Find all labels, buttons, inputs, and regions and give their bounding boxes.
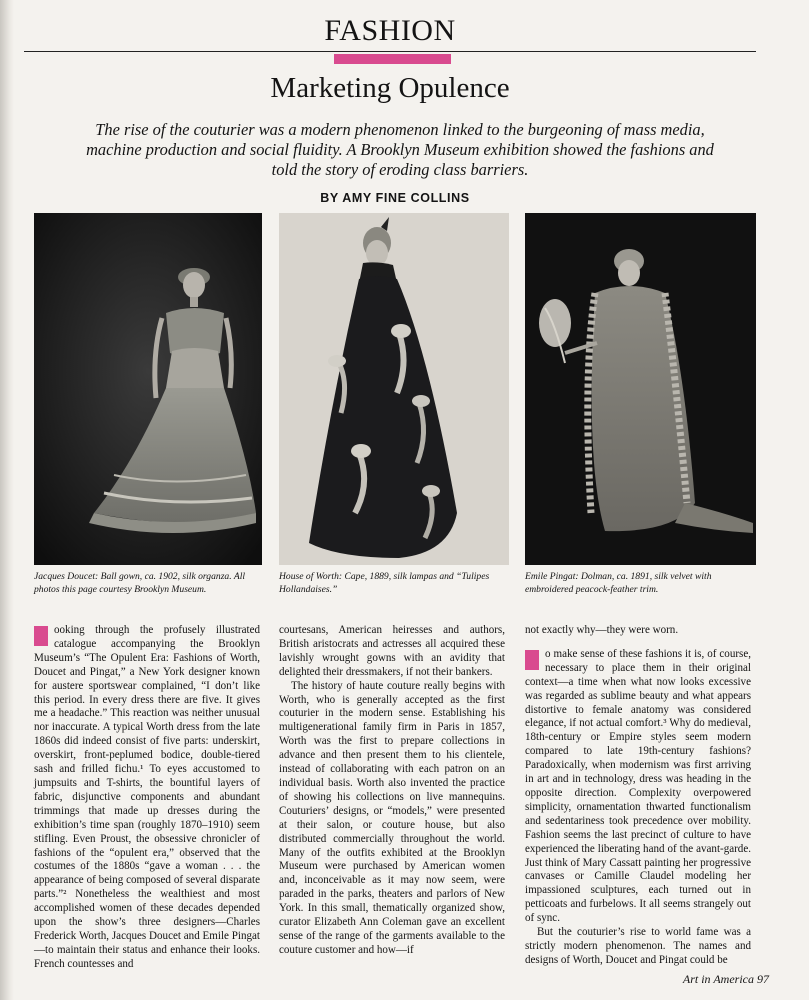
paragraph-text: ooking through the profusely illustrated catalogue accompanying the Brooklyn Museum’s “The Opulent Era: Fashions of Worth, Doucet and Pingat,” a New York designer known for austere sportswear complained, “I don’t like this period. In every dress there are five. It gives me a headache.” This reaction was neither unusual nor inaccurate. A typical Worth dress from the late 1860s did indeed consist of five parts: underskirt, overskirt, front-peplumed bodice, double-tiered sash and frilled fichu.¹ To eyes accustomed to jumpsuits and T-shirts, the bountiful layers of fabric, disjunctive components and abundant trimmings that made up dresses during the exhibition’s time span (roughly 1870–1910) seem stifling. Even Proust, the obsessive chronicler of fashions of the “opulent era,” observed that the costumes of the 1880s “gave a woman . . . the appearance of being composed of several disparate parts.”² Nonetheless the wealthiest and most accomplished women of these decades depended upon the show’s three designers—Charles Frederick Worth, Jacques Doucet and Emile Pingat—to maintain their status and enhance their looks. French countesses and xyxy=(34,624,260,970)
article-column-2 xyxy=(279,624,505,958)
paragraph: But the couturier’s rise to world fame was a strictly modern phenomenon. The names and designs of Worth, Doucet and Pingat could be xyxy=(525,926,751,966)
article-column-1 xyxy=(34,624,260,972)
article-column-3 xyxy=(525,624,751,968)
drop-cap xyxy=(525,650,539,670)
paragraph-text: o make sense of these fashions it is, of course, necessary to place them in their original context—a time when what now looks excessive was regarded as sublime beauty and what appears distortive to female anatomy was considered elegance, if not actual comfort.³ Why do medieval, 18th-century or Empire styles seem modern compared to late 19th-century fashions? Paradoxically, when modernism was first arriving in art and in technology, dress was heading in the opposite direction. Complexity overpowered simplicity, ornamentation thwarted functionalism and sedentariness took precedence over mobility. Fashion seems the last precinct of culture to have experienced the liberating hand of the avant-garde. Just think of Mary Cassatt painting her progressive canvases or Camille Claudel modeling her impassioned sculptures, each turned out in petticoats and furbelows. It all seems strangely out of sync. xyxy=(525,647,751,925)
dek: The rise of the couturier was a modern phenomenon linked to the burgeoning of mass media, machine production and social fluidity. A Brooklyn Museum exhibition showed the fashions and told the story of eroding class barriers. xyxy=(86,120,714,179)
paragraph xyxy=(525,648,751,926)
paragraph: courtesans, American heiresses and authors, British aristocrats and actresses all acquired these lavishly wrought gowns with an avidity that delighted their dressmakers, if not their bankers. xyxy=(279,624,505,678)
headline: Marketing Opulence xyxy=(270,72,510,104)
caption-ball-gown: Jacques Doucet: Ball gown, ca. 1902, silk organza. All photos this page courtesy Brooklyn Museum. xyxy=(34,571,246,595)
photo-ball-gown xyxy=(34,213,262,565)
header-rule xyxy=(24,51,756,52)
photo-dolman xyxy=(525,213,756,565)
section-title: FASHION xyxy=(324,14,456,47)
caption-cape: House of Worth: Cape, 1889, silk lampas and “Tulipes Hollandaises.” xyxy=(279,571,490,595)
accent-bar xyxy=(334,54,451,64)
byline: BY AMY FINE COLLINS xyxy=(320,191,470,205)
paragraph: not exactly why—they were worn. xyxy=(525,624,679,636)
photo-cape xyxy=(279,213,509,565)
section-header xyxy=(24,12,756,50)
drop-cap xyxy=(34,626,48,646)
paragraph xyxy=(34,624,260,972)
binding-gutter xyxy=(0,0,14,1000)
caption-dolman: Emile Pingat: Dolman, ca. 1891, silk velvet with embroidered peacock-feather trim. xyxy=(525,571,712,595)
paragraph: The history of haute couture really begins with Worth, who is generally accepted as the first couturier in the modern sense. Establishing his multigenerational family firm in Paris in 1857, Worth was the first to prepare collections in advance and then present them to his clientele, instead of collaborating with each patron on an individual basis. Worth also invented the practice of showing his collections on live mannequins. Couturiers’ designs, or “models,” were presented at their salon, or couture house, but also distributed commercially throughout the world. Many of the outfits exhibited at the Brooklyn Museum were purchased by American women and, inconceivable as it may now seem, were paraded in the parks, theaters and parlors of New York. In this small, thematically organized show, curator Elizabeth Ann Coleman gave an excellent sense of the range of the garments available to the couture customer and how—if xyxy=(279,679,505,956)
page-footer: Art in America 97 xyxy=(682,972,769,986)
